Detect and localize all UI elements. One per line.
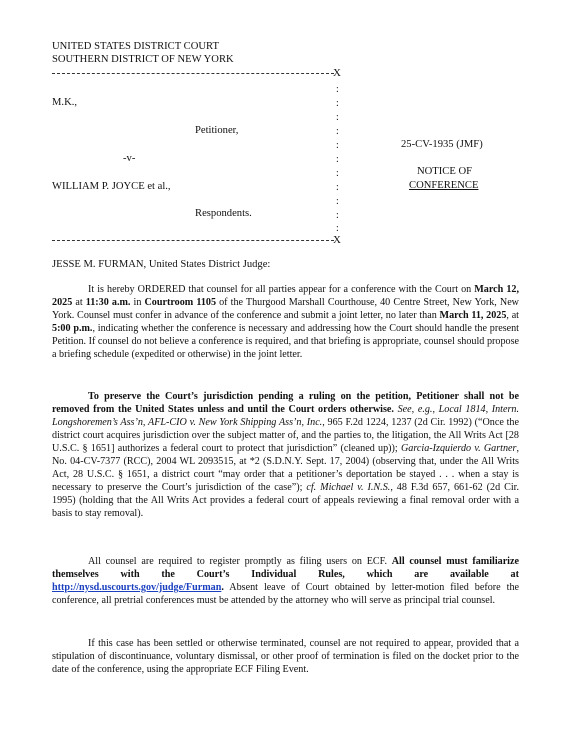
caption-colon: :: [336, 112, 339, 123]
petitioner-name: M.K.,: [52, 97, 78, 108]
individual-rules-link[interactable]: http://nysd.uscourts.gov/judge/Furman: [52, 581, 222, 593]
notice-title-line2: CONFERENCE: [409, 180, 479, 191]
case-number: 25-CV-1935 (JMF): [401, 139, 483, 150]
paragraph-settlement: If this case has been settled or otherwise terminated, counsel are not required to appear, provided that a stipulation of discontinuance, voluntary dismissal, or other proof of termination is filed on the docket prior to the date of the conference, using the appropriate ECF Filing Event.: [52, 638, 519, 675]
respondent-role: Respondents.: [195, 208, 252, 219]
caption-colon: :: [336, 223, 339, 234]
court-name: UNITED STATES DISTRICT COURT: [52, 41, 219, 52]
caption-top-x: X: [333, 67, 341, 79]
judge-line: JESSE M. FURMAN, United States District Judge:: [52, 259, 271, 270]
court-district: SOUTHERN DISTRICT OF NEW YORK: [52, 54, 234, 65]
paragraph-conference-order: It is hereby ORDERED that counsel for all parties appear for a conference with the Court on March 12, 2025 at 11:30 a.m. in Courtroom 1105 of the Thurgood Marshall Courthouse, 40 Centre Street, New York, New York. Counsel must confer in advance of the conference and submit a joint letter, no later than March 11, 2025, at 5:00 p.m., indicating whether the conference is necessary and addressing how the Court should handle the present Petition. If counsel do not believe a conference is required, and that briefing is appropriate, counsel should propose a briefing schedule (expedited or otherwise) in the joint letter.: [52, 284, 520, 360]
notice-title-line1: NOTICE OF: [417, 166, 473, 177]
petitioner-role: Petitioner,: [195, 125, 239, 136]
caption-colon: :: [336, 98, 339, 109]
caption-bottom-x: X: [333, 234, 341, 246]
respondent-name: WILLIAM P. JOYCE et al.,: [52, 181, 171, 192]
caption-top-rule: [52, 73, 334, 74]
caption-bottom-rule: [52, 240, 334, 241]
paragraph-jurisdiction: To preserve the Court’s jurisdiction pending a ruling on the petition, Petitioner shall not be removed from the United States unless and until the Court orders otherwise. See, e.g., Local 1814, Intern. Longshoremen’s Ass’n, AFL-CIO v. New York Shipping Ass’n, Inc., 965 F.2d 1224, 1237 (2d Cir. 1992) (“Once the district court acquires jurisdiction over the subject matter of, and the parties to, the litigation, the All Writs Act [28 U.S.C. § 1651] authorizes a federal court to protect that jurisdiction” (cleaned up)); Garcia-Izquierdo v. Gartner, No. 04-CV-7377 (RCC), 2004 WL 2093515, at *2 (S.D.N.Y. Sept. 17, 2004) (observing that, under the All Writs Act, 28 U.S.C. § 1651, a district court “may order that a petitioner’s deportation be stayed . . . when a stay is necessary to preserve the Court’s jurisdiction of the case”); cf. Michael v. I.N.S., 48 F.3d 657, 661-62 (2d Cir. 1995) (holding that the All Writs Act provides a federal court of appeals reviewing a final removal order with a basis to stay removal).: [52, 391, 520, 519]
caption-colon: :: [336, 126, 339, 137]
caption-colon: :: [336, 196, 339, 207]
caption-colon: :: [336, 84, 339, 95]
caption-colon: :: [336, 154, 339, 165]
caption-colon: :: [336, 140, 339, 151]
versus: -v-: [123, 153, 136, 164]
caption-colon: :: [336, 168, 339, 179]
caption-colon: :: [336, 182, 339, 193]
caption-colon: :: [336, 210, 339, 221]
paragraph-ecf-registration: All counsel are required to register promptly as filing users on ECF. All counsel must familiarize themselves with the Court’s Individual Rules, which are available at http://nysd.uscourts.gov/judge/Furman. Absent leave of Court obtained by letter-motion filed before the conference, all pretrial conferences must be attended by the attorney who will serve as principal trial counsel.: [52, 556, 519, 606]
